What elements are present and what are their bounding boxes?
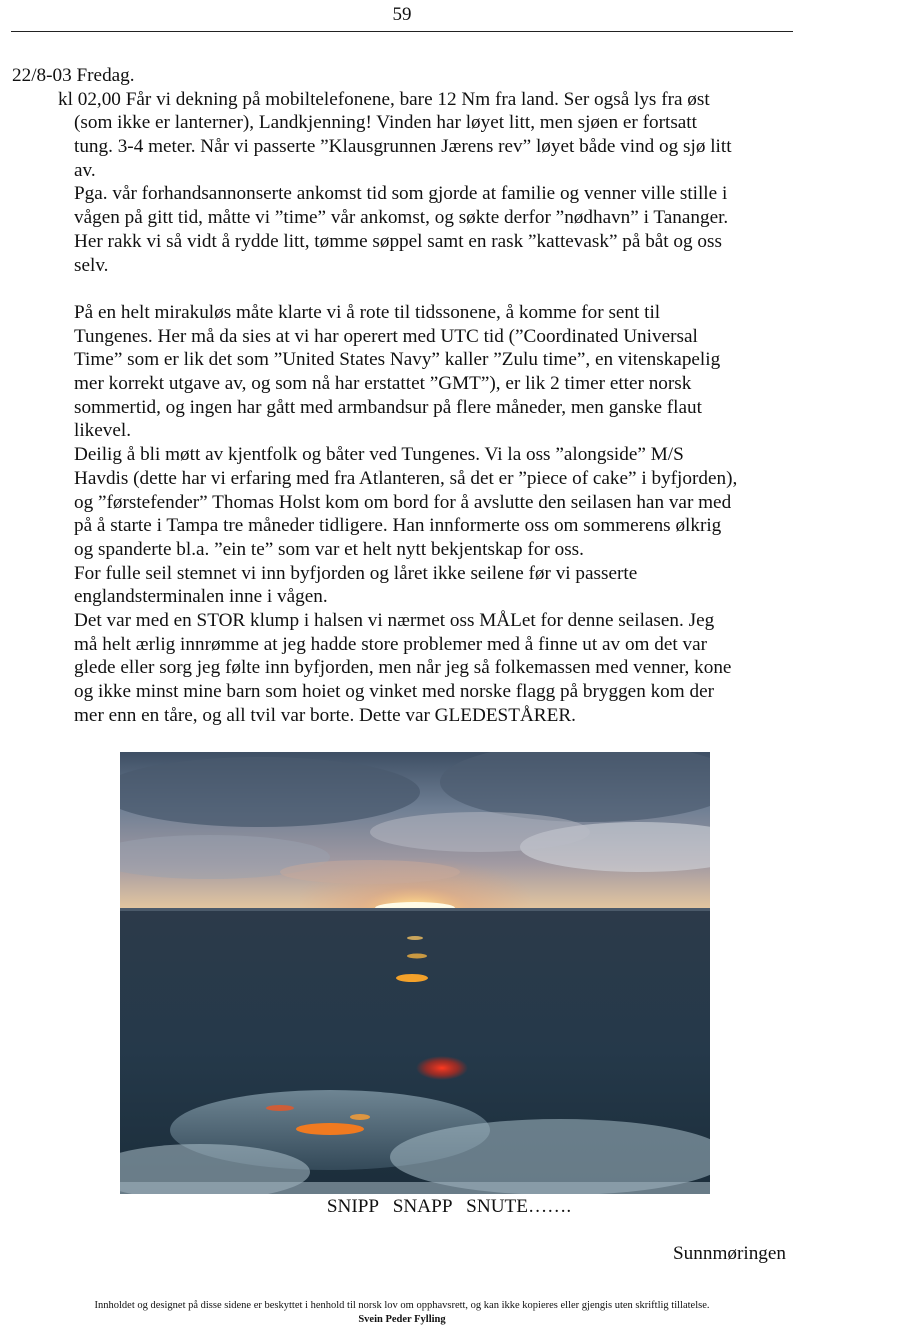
entry-line: og spanderte bl.a. ”ein te” som var et helt nytt bekjentskap for oss.	[74, 538, 584, 560]
entry-line: På en helt mirakuløs måte klarte vi å rote til tidssonene, å komme for sent til	[74, 301, 661, 323]
entry-line: av.	[74, 159, 96, 181]
entry-line: kl 02,00 Får vi dekning på mobiltelefonene, bare 12 Nm fra land. Ser også lys fra øst	[58, 88, 710, 110]
copyright-footer	[0, 1299, 804, 1327]
entry-line: mer enn en tåre, og all tvil var borte. Dette var GLEDESTÅRER.	[74, 704, 576, 726]
entry-line: Havdis (dette har vi erfaring med fra Atlanteren, så det er ”piece of cake” i byfjorden),	[74, 467, 738, 489]
entry-line: må helt ærlig innrømme at jeg hadde store problemer med å finne ut av om det var	[74, 633, 707, 655]
entry-date: 22/8-03 Fredag.	[12, 65, 135, 86]
entry-line: selv.	[74, 254, 109, 276]
entry-line: likevel.	[74, 420, 132, 442]
entry-line: på å starte i Tampa tre måneder tidligere. Han innformerte oss om sommerens ølkrig	[74, 515, 722, 537]
page-number: 59	[392, 4, 412, 25]
entry-line: englandsterminalen inne i vågen.	[74, 586, 328, 608]
header-rule	[11, 31, 793, 32]
signature: Sunnmøringen	[673, 1243, 786, 1264]
footer-author: Svein Peder Fylling	[358, 1314, 446, 1325]
photo-caption: SNIPP SNAPP SNUTE…….	[326, 1196, 572, 1217]
entry-line: tung. 3-4 meter. Når vi passerte ”Klausgrunnen Jærens rev” løyet både vind og sjø litt	[74, 136, 732, 158]
entry-line: Pga. vår forhandsannonserte ankomst tid som gjorde at familie og venner ville stille i	[74, 183, 728, 205]
entry-line: Deilig å bli møtt av kjentfolk og båter ved Tungenes. Vi la oss ”alongside” M/S	[74, 444, 684, 466]
entry-line: For fulle seil stemnet vi inn byfjorden og låret ikke seilene før vi passerte	[74, 562, 638, 584]
sunset-sea-photo	[120, 752, 710, 1194]
entry-line: (som ikke er lanterner), Landkjenning! Vinden har løyet litt, men sjøen er fortsatt	[74, 112, 697, 134]
entry-line: og ”førstefender” Thomas Holst kom om bord for å avslutte den seilasen han var med	[74, 491, 732, 513]
entry-line: Her rakk vi så vidt å rydde litt, tømme søppel samt en rask ”kattevask” på båt og oss	[74, 230, 722, 252]
entry-line: og ikke minst mine barn som hoiet og vinket med norske flagg på bryggen kom der	[74, 681, 714, 703]
entry-line: Tungenes. Her må da sies at vi har operert med UTC tid (”Coordinated Universal	[74, 325, 698, 347]
entry-line: Time” som er lik det som ”United States Navy” kaller ”Zulu time”, en vitenskapelig	[74, 349, 721, 371]
entry-line: sommertid, og ingen har gått med armbandsur på flere måneder, men ganske flaut	[74, 396, 702, 418]
entry-line: mer korrekt utgave av, og som nå har erstattet ”GMT”), er lik 2 timer etter norsk	[74, 373, 692, 395]
entry-line: vågen på gitt tid, måtte vi ”time” vår ankomst, og søkte derfor ”nødhavn” i Tananger.	[74, 207, 729, 229]
entry-line: Det var med en STOR klump i halsen vi nærmet oss MÅLet for denne seilasen. Jeg	[74, 610, 715, 632]
entry-line: glede eller sorg jeg følte inn byfjorden, men når jeg så folkemassen med venner, kone	[74, 657, 732, 679]
copyright-notice: Innholdet og designet på disse sidene er beskyttet i henhold til norsk lov om opphavsrett, og kan ikke kopieres eller gjengis uten skriftlig tillatelse.	[94, 1300, 710, 1311]
